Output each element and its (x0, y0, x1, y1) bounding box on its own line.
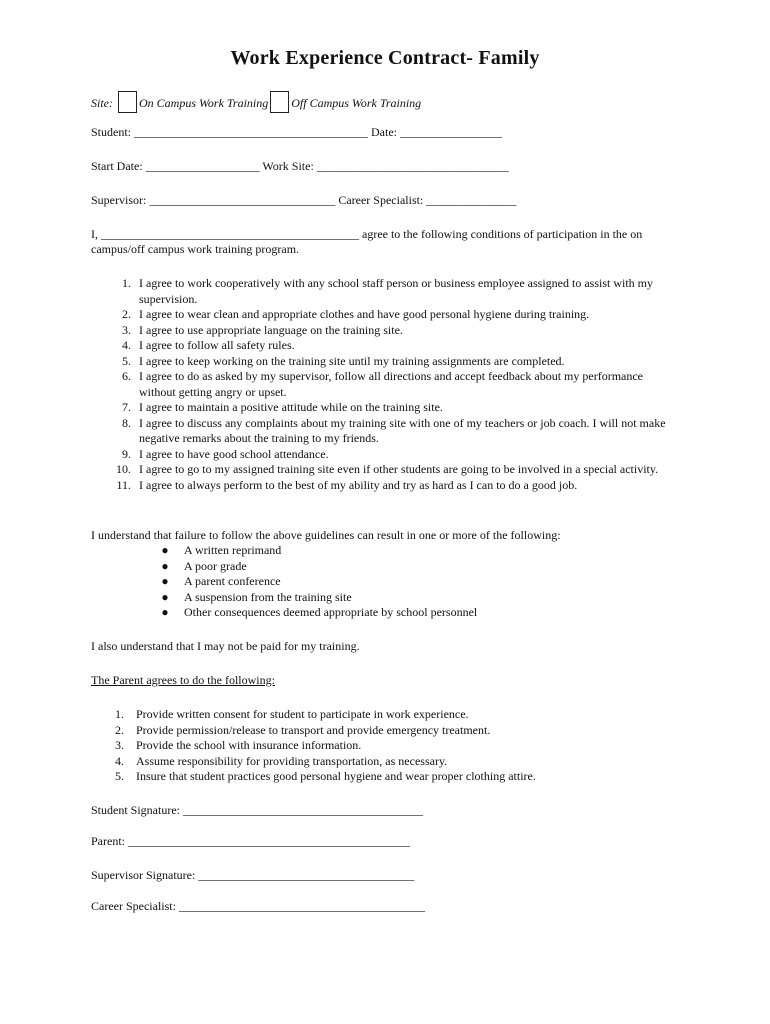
site-label: Site: (91, 96, 113, 110)
condition-item (91, 323, 679, 339)
condition-item (91, 416, 679, 447)
on-campus-checkbox[interactable] (118, 91, 137, 113)
career-specialist-signature-field[interactable]: Career Specialist: _________________________________________ (91, 899, 425, 913)
condition-item (91, 478, 679, 494)
parent-obligation-item (91, 707, 536, 723)
off-campus-label: Off Campus Work Training (291, 96, 422, 110)
condition-item (91, 354, 679, 370)
site-row (91, 91, 421, 113)
condition-number: 3. (122, 322, 131, 337)
condition-text: I agree to keep working on the training site until my training assignments are completed. (139, 353, 565, 368)
parent-obligations-list (91, 707, 536, 785)
parent-obligation-item (91, 723, 536, 739)
agree-name-field[interactable]: I, ___________________________________________ agree to the following conditions of participation in the on (91, 227, 643, 241)
condition-text: I agree to always perform to the best of my ability and try as hard as I can to do a good job. (139, 477, 578, 492)
agree-continuation: campus/off campus work training program. (91, 242, 300, 256)
condition-number: 11. (116, 477, 131, 492)
condition-text: I agree to discuss any complaints about my training site with one of my teachers or job coach. I will not make negative remarks about the training to my friends. (139, 415, 666, 445)
bullet-icon: ● (161, 558, 169, 573)
consequences-list (160, 543, 477, 621)
parent-obligation-item (91, 769, 536, 785)
condition-text: I agree to do as asked by my supervisor, follow all directions and accept feedback about my performance without getting angry or upset. (139, 369, 643, 399)
on-campus-label: On Campus Work Training (139, 96, 269, 110)
student-date-field[interactable]: Student: _______________________________________ Date: _________________ (91, 125, 502, 139)
consequence-item (160, 574, 477, 590)
consequence-text: A parent conference (184, 574, 281, 588)
condition-text: I agree to have good school attendance. (139, 446, 329, 461)
obligation-text: Provide permission/release to transport and provide emergency treatment. (136, 722, 491, 737)
condition-number: 6. (122, 369, 131, 383)
condition-item (91, 447, 679, 463)
obligation-text: Provide written consent for student to participate in work experience. (136, 707, 469, 721)
consequence-text: A suspension from the training site (184, 589, 352, 604)
obligation-text: Assume responsibility for providing transportation, as necessary. (136, 753, 448, 768)
condition-text: I agree to wear clean and appropriate clothes and have good personal hygiene during training. (139, 307, 590, 321)
parent-obligation-item (91, 738, 536, 754)
condition-text: I agree to go to my assigned training site even if other students are going to be involved in a special activity. (139, 462, 659, 476)
condition-item (91, 307, 679, 323)
consequence-item (160, 559, 477, 575)
obligation-number: 1. (115, 707, 124, 721)
consequence-text: A written reprimand (184, 543, 282, 557)
pay-note: I also understand that I may not be paid for my training. (91, 639, 360, 653)
student-signature-field[interactable]: Student Signature: ________________________________________ (91, 803, 423, 817)
obligation-number: 3. (115, 738, 124, 752)
condition-number: 9. (122, 446, 131, 461)
obligation-text: Provide the school with insurance information. (136, 738, 362, 752)
consequence-item (160, 543, 477, 559)
document-title: Work Experience Contract- Family (230, 47, 540, 69)
consequence-item (160, 605, 477, 621)
obligation-number: 5. (115, 769, 124, 783)
condition-number: 10. (116, 462, 131, 476)
condition-item (91, 338, 679, 354)
condition-text: I agree to follow all safety rules. (139, 338, 295, 352)
condition-number: 8. (122, 415, 131, 430)
bullet-icon: ● (161, 589, 169, 604)
bullet-icon: ● (161, 605, 169, 619)
condition-item (91, 400, 679, 416)
condition-item (91, 369, 679, 400)
supervisor-signature-field[interactable]: Supervisor Signature: ____________________________________ (91, 868, 415, 882)
consequences-intro: I understand that failure to follow the above guidelines can result in one or more of the following: (91, 528, 561, 542)
condition-text: I agree to use appropriate language on the training site. (139, 322, 403, 337)
obligation-text: Insure that student practices good personal hygiene and wear proper clothing attire. (136, 769, 536, 783)
condition-number: 1. (122, 276, 131, 290)
consequence-item (160, 590, 477, 606)
condition-number: 5. (122, 353, 131, 368)
parent-obligation-item (91, 754, 536, 770)
condition-number: 2. (122, 307, 131, 321)
condition-text: I agree to maintain a positive attitude while on the training site. (139, 400, 443, 414)
consequence-text: Other consequences deemed appropriate by school personnel (184, 605, 478, 619)
obligation-number: 4. (115, 753, 124, 768)
condition-number: 4. (122, 338, 131, 352)
condition-item (91, 276, 679, 307)
obligation-number: 2. (115, 722, 124, 737)
conditions-list (91, 276, 679, 493)
start-date-worksite-field[interactable]: Start Date: ___________________ Work Site: ________________________________ (91, 159, 509, 173)
condition-item (91, 462, 679, 478)
condition-number: 7. (122, 400, 131, 414)
bullet-icon: ● (161, 543, 169, 557)
supervisor-specialist-field[interactable]: Supervisor: _______________________________ Career Specialist: _______________ (91, 193, 517, 207)
bullet-icon: ● (161, 574, 169, 588)
off-campus-checkbox[interactable] (270, 91, 289, 113)
parent-heading: The Parent agrees to do the following: (91, 673, 275, 687)
consequence-text: A poor grade (184, 558, 247, 573)
condition-text: I agree to work cooperatively with any school staff person or business employee assigned to assist with my supervision. (139, 276, 654, 306)
parent-signature-field[interactable]: Parent: _______________________________________________ (91, 834, 410, 848)
